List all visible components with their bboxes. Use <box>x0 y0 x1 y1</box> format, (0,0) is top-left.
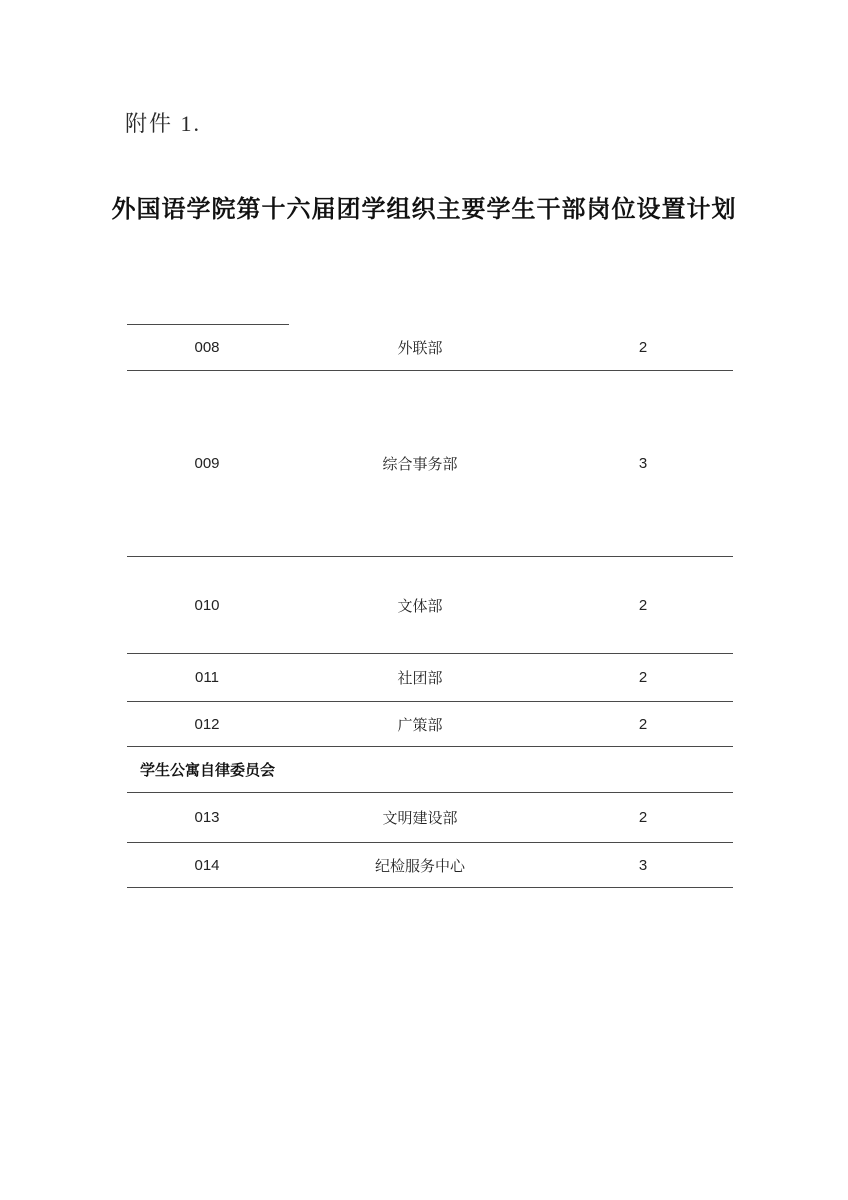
position-code: 009 <box>194 455 220 472</box>
position-code: 013 <box>194 809 220 826</box>
department-name: 广策部 <box>397 716 443 734</box>
table-row <box>127 654 733 702</box>
position-count: 2 <box>638 669 648 686</box>
position-code: 008 <box>194 338 220 356</box>
department-name: 文明建设部 <box>382 810 458 827</box>
department-name: 社团部 <box>397 670 443 687</box>
section-title: 学生公寓自律委员会 <box>140 762 276 779</box>
position-code: 012 <box>194 715 220 733</box>
table-row <box>127 371 733 557</box>
position-count: 2 <box>638 338 648 356</box>
position-count: 3 <box>638 455 648 472</box>
table-row <box>127 702 733 747</box>
table-row <box>127 557 733 654</box>
attachment-label: 附件 1. <box>125 111 202 136</box>
table-row <box>127 793 733 843</box>
page-title: 外国语学院第十六届团学组织主要学生干部岗位设置计划 <box>111 196 737 223</box>
department-name: 综合事务部 <box>382 456 458 473</box>
table-row <box>127 843 733 888</box>
position-count: 2 <box>638 809 648 826</box>
table-row <box>127 324 733 371</box>
department-name: 外联部 <box>397 339 443 357</box>
position-code: 011 <box>195 669 219 686</box>
positions-table <box>127 324 733 888</box>
department-name: 纪检服务中心 <box>374 857 465 875</box>
position-count: 2 <box>638 596 648 614</box>
department-name: 文体部 <box>397 597 443 615</box>
position-code: 014 <box>194 856 220 874</box>
position-code: 010 <box>194 596 220 614</box>
position-count: 2 <box>638 715 648 733</box>
partial-top-border-line <box>127 324 289 325</box>
position-count: 3 <box>638 856 648 874</box>
section-header-row <box>127 747 733 793</box>
